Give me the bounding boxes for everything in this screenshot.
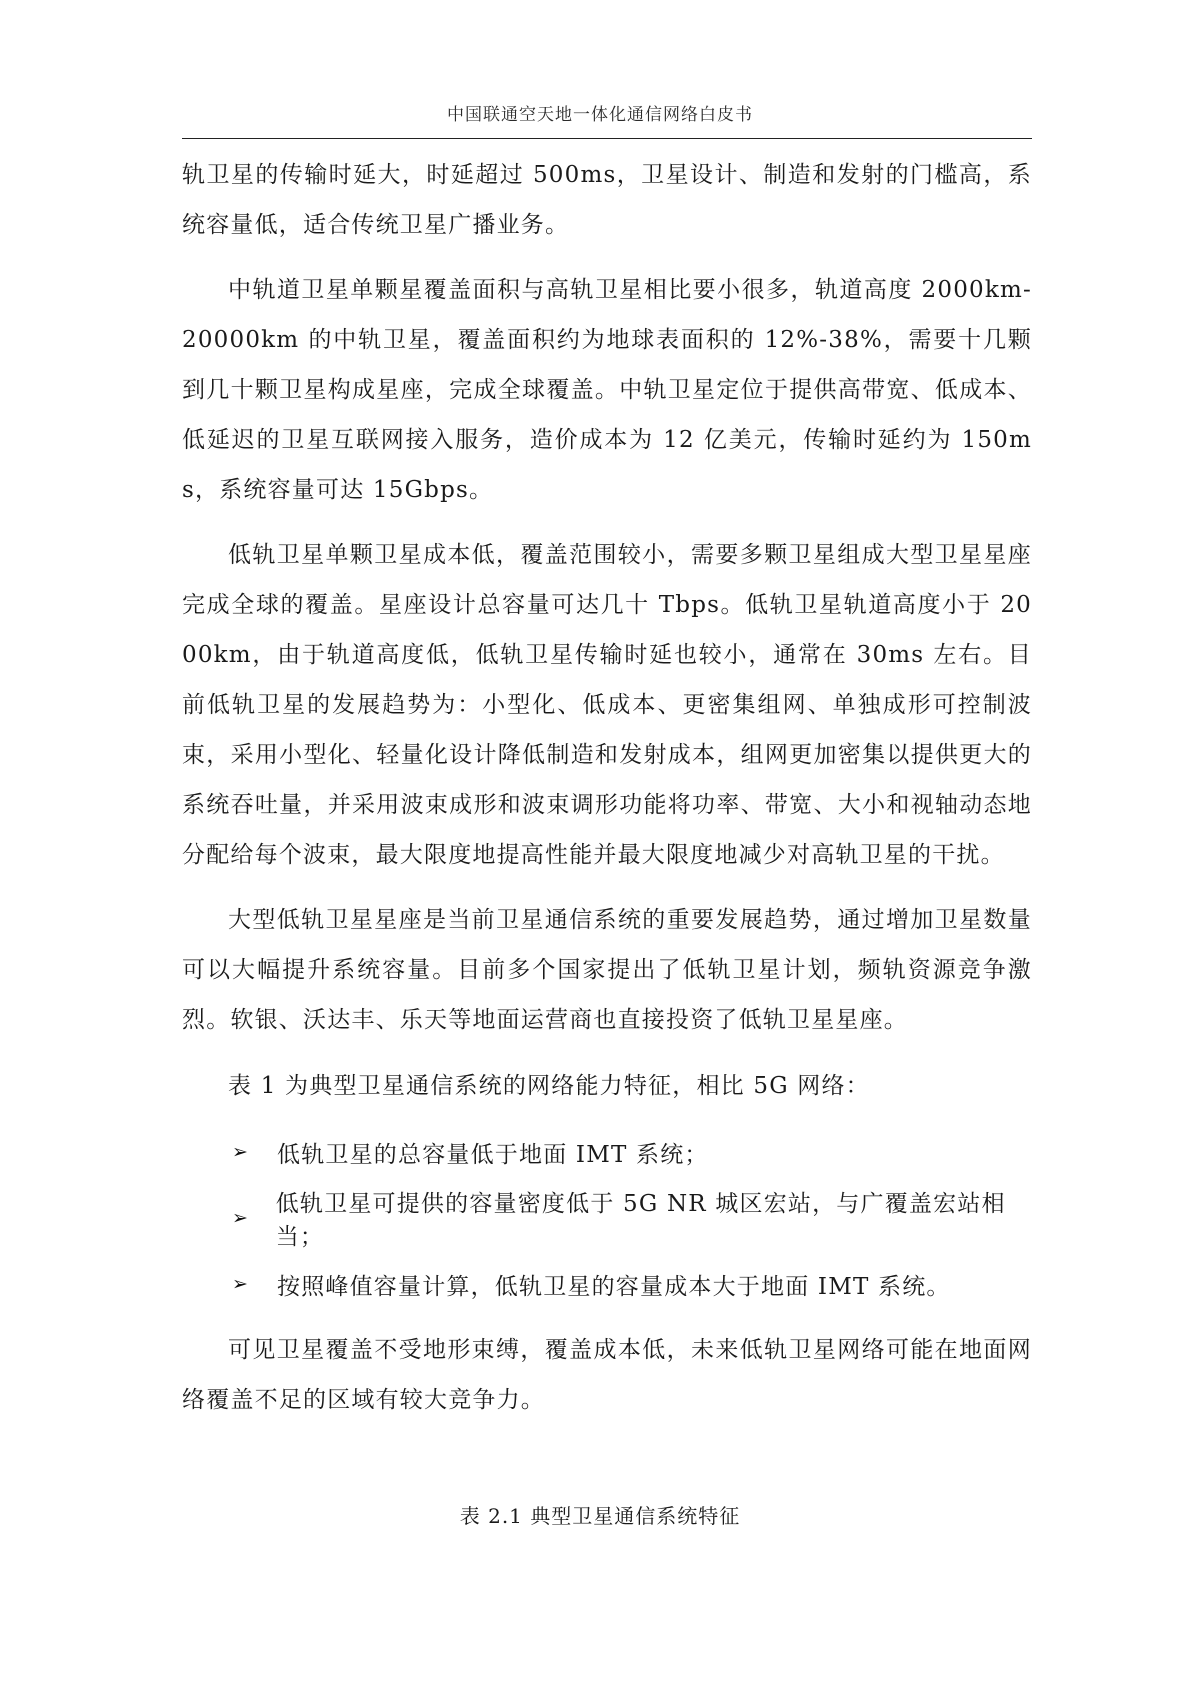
comparison-bullet-list bbox=[182, 1127, 1032, 1309]
paragraph-table-intro: 表 1 为典型卫星通信系统的网络能力特征，相比 5G 网络： bbox=[228, 1073, 870, 1099]
paragraph-geo-continuation: 轨卫星的传输时延大，时延超过 500ms，卫星设计、制造和发射的门槛高，系统容量低，适合传统卫星广播业务。 bbox=[182, 162, 1032, 238]
paragraph-leo: 低轨卫星单颗卫星成本低，覆盖范围较小，需要多颗卫星组成大型卫星星座完成全球的覆盖。星座设计总容量可达几十 Tbps。低轨卫星轨道高度小于 2000km，由于轨道高度低，低轨卫星传输时延也较小，通常在 30ms 左右。目前低轨卫星的发展趋势为：小型化、低成本、更密集组网、单独成形可控制波束，采用小型化、轻量化设计降低制造和发射成本，组网更加密集以提供更大的系统吞吐量，并采用波束成形和波束调形功能将功率、带宽、大小和视轴动态地分配给每个波束，最大限度地提高性能并最大限度地减少对高轨卫星的干扰。 bbox=[182, 542, 1032, 868]
document-body bbox=[182, 150, 1032, 1425]
bullet-item bbox=[182, 1127, 1032, 1177]
bullet-text: 低轨卫星可提供的容量密度低于 5G NR 城区宏站，与广覆盖宏站相当； bbox=[275, 1191, 1006, 1250]
page-header-title: 中国联通空天地一体化通信网络白皮书 bbox=[447, 105, 753, 125]
arrow-bullet-icon: ➢ bbox=[232, 1207, 250, 1229]
bullet-text: 按照峰值容量计算，低轨卫星的容量成本大于地面 IMT 系统。 bbox=[277, 1273, 951, 1300]
paragraph-meo: 中轨道卫星单颗星覆盖面积与高轨卫星相比要小很多，轨道高度 2000km-20000km 的中轨卫星，覆盖面积约为地球表面积的 12%-38%，需要十几颗到几十颗卫星构成星座，完成全球覆盖。中轨卫星定位于提供高带宽、低成本、低延迟的卫星互联网接入服务，造价成本为 12 亿美元，传输时延约为 150ms，系统容量可达 15Gbps。 bbox=[182, 277, 1032, 503]
paragraph-leo-constellation: 大型低轨卫星星座是当前卫星通信系统的重要发展趋势，通过增加卫星数量可以大幅提升系统容量。目前多个国家提出了低轨卫星计划，频轨资源竞争激烈。软银、沃达丰、乐天等地面运营商也直接投资了低轨卫星星座。 bbox=[182, 907, 1032, 1033]
bullet-item bbox=[182, 1191, 1032, 1250]
arrow-bullet-icon: ➢ bbox=[232, 1141, 250, 1163]
paragraph-conclusion: 可见卫星覆盖不受地形束缚，覆盖成本低，未来低轨卫星网络可能在地面网络覆盖不足的区域有较大竞争力。 bbox=[182, 1337, 1032, 1413]
bullet-item bbox=[182, 1259, 1032, 1309]
table-caption: 表 2.1 典型卫星通信系统特征 bbox=[459, 1504, 741, 1528]
header-divider bbox=[182, 138, 1032, 139]
arrow-bullet-icon: ➢ bbox=[232, 1273, 250, 1295]
bullet-text: 低轨卫星的总容量低于地面 IMT 系统； bbox=[277, 1141, 709, 1168]
